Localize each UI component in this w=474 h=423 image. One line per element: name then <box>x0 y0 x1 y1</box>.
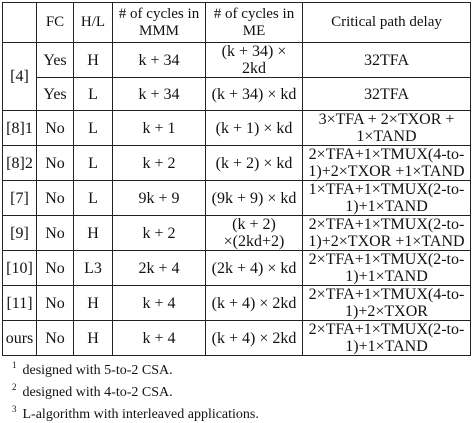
hl-cell: H <box>74 43 113 78</box>
delay-cell: 2×TFA+1×TMUX(2-to-1)+2×TXOR +1×TAND <box>303 216 471 251</box>
delay-cell: 2×TFA+1×TMUX(4-to-1)+2×TXOR <box>303 286 471 321</box>
row-label: [8]1 <box>3 111 37 146</box>
row-label: [4] <box>3 43 37 111</box>
footnote-text: designed with 4-to-2 CSA. <box>22 385 173 400</box>
fc-cell: No <box>37 111 74 146</box>
header-cell-fc: FC <box>37 3 74 43</box>
delay-cell: 2×TFA+1×TMUX(2-to-1)+1×TAND <box>303 251 471 286</box>
mmm-cell: k + 34 <box>113 78 206 111</box>
fc-cell: Yes <box>37 78 74 111</box>
comparison-table <box>2 2 471 356</box>
table-row <box>3 251 471 286</box>
table-row <box>3 43 471 78</box>
row-label: [11] <box>3 286 37 321</box>
table-row <box>3 216 471 251</box>
footnote-text: designed with 5-to-2 CSA. <box>22 363 173 378</box>
delay-cell: 32TFA <box>303 78 471 111</box>
me-cell: (9k + 9) × kd <box>206 181 303 216</box>
delay-cell: 32TFA <box>303 43 471 78</box>
footnote-mark: 1 <box>12 360 17 370</box>
hl-cell: L <box>74 181 113 216</box>
me-cell: (k + 34) × 2kd <box>206 43 303 78</box>
footnote <box>12 379 259 401</box>
mmm-cell: k + 1 <box>113 111 206 146</box>
me-cell: (k + 4) × 2kd <box>206 321 303 356</box>
row-label: ours <box>3 321 37 356</box>
row-label: [7] <box>3 181 37 216</box>
row-label: [9] <box>3 216 37 251</box>
footnote-text: L-algorithm with interleaved applications. <box>22 407 259 422</box>
table-row <box>3 321 471 356</box>
me-cell: (k + 2) ×(2kd+2) <box>206 216 303 251</box>
mmm-cell: k + 2 <box>113 216 206 251</box>
mmm-cell: k + 4 <box>113 321 206 356</box>
hl-cell: L <box>74 111 113 146</box>
footnote-mark: 2 <box>12 382 17 392</box>
me-cell: (2k + 4) × kd <box>206 251 303 286</box>
hl-cell: L3 <box>74 251 113 286</box>
hl-cell: H <box>74 286 113 321</box>
hl-cell: H <box>74 321 113 356</box>
me-cell: (k + 1) × kd <box>206 111 303 146</box>
table-row <box>3 78 471 111</box>
fc-cell: No <box>37 216 74 251</box>
delay-cell: 2×TFA+1×TMUX(2-to-1)+1×TAND <box>303 321 471 356</box>
delay-cell: 1×TFA+1×TMUX(2-to-1)+1×TAND <box>303 181 471 216</box>
delay-cell: 3×TFA + 2×TXOR + 1×TAND <box>303 111 471 146</box>
header-cell-blank <box>3 3 37 43</box>
mmm-cell: 9k + 9 <box>113 181 206 216</box>
fc-cell: No <box>37 146 74 181</box>
footnotes <box>12 357 259 423</box>
header-cell-delay: Critical path delay <box>303 3 471 43</box>
fc-cell: Yes <box>37 43 74 78</box>
fc-cell: No <box>37 251 74 286</box>
hl-cell: H <box>74 216 113 251</box>
footnote-mark: 3 <box>12 404 17 414</box>
header-cell-hl: H/L <box>74 3 113 43</box>
header-cell-mmm: # of cycles in MMM <box>113 3 206 43</box>
mmm-cell: k + 4 <box>113 286 206 321</box>
fc-cell: No <box>37 181 74 216</box>
footnote <box>12 357 259 379</box>
row-label: [10] <box>3 251 37 286</box>
footnote <box>12 401 259 423</box>
me-cell: (k + 4) × 2kd <box>206 286 303 321</box>
hl-cell: L <box>74 78 113 111</box>
row-label: [8]2 <box>3 146 37 181</box>
hl-cell: L <box>74 146 113 181</box>
me-cell: (k + 34) × kd <box>206 78 303 111</box>
mmm-cell: k + 34 <box>113 43 206 78</box>
header-cell-me: # of cycles in ME <box>206 3 303 43</box>
table-row <box>3 146 471 181</box>
header-row <box>3 3 471 43</box>
table-row <box>3 111 471 146</box>
table-row <box>3 286 471 321</box>
table-row <box>3 181 471 216</box>
delay-cell: 2×TFA+1×TMUX(4-to-1)+2×TXOR +1×TAND <box>303 146 471 181</box>
fc-cell: No <box>37 321 74 356</box>
mmm-cell: k + 2 <box>113 146 206 181</box>
me-cell: (k + 2) × kd <box>206 146 303 181</box>
fc-cell: No <box>37 286 74 321</box>
mmm-cell: 2k + 4 <box>113 251 206 286</box>
